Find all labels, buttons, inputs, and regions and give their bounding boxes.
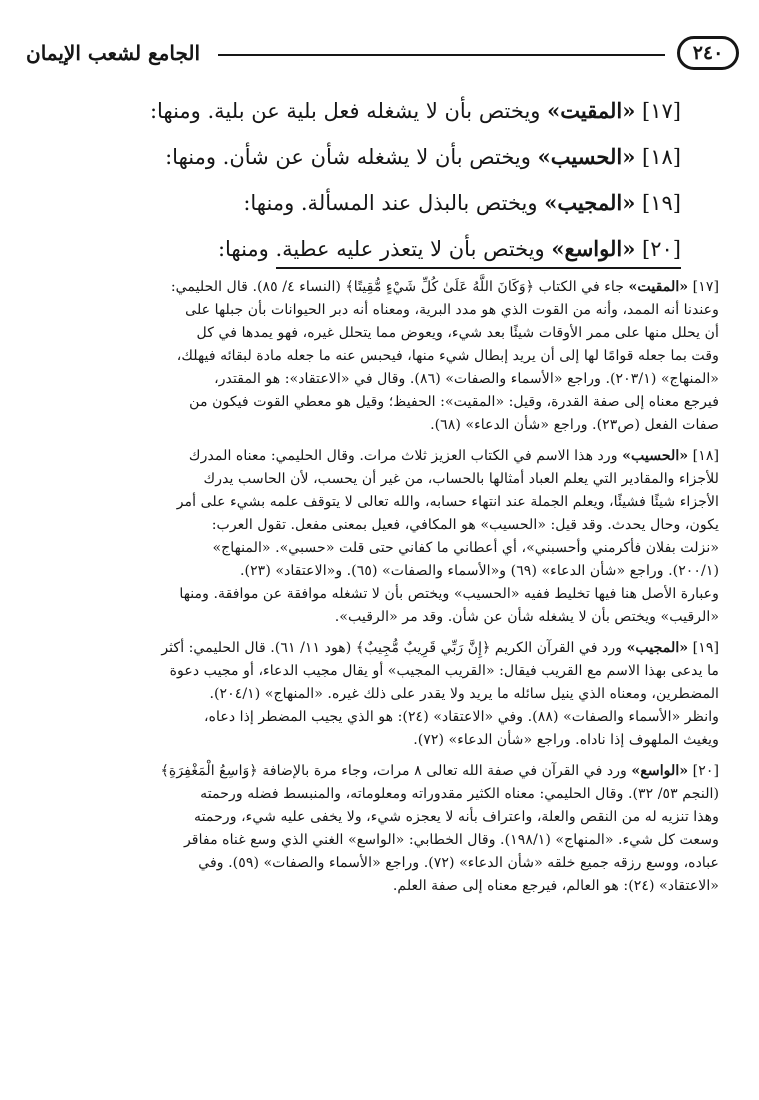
- entry-name: «الحسيب»: [537, 144, 636, 169]
- entry-text: ويختص بأن لا يشغله فعل بلية عن بلية. ومنها:: [149, 99, 541, 123]
- footnote-line: ورد في القرآن الكريم ﴿إِنَّ رَبِّي قَرِيبٌ مُّجِيبٌ﴾ (هود ١١/ ٦١). قال الحليمي: أكثر: [161, 640, 623, 656]
- entry-18: [40, 134, 681, 180]
- footnote-name: «الحسيب»: [622, 448, 689, 464]
- footnote-line: وانظر «الأسماء والصفات» (٨٨). وفي «الاعتقاد» (٢٤): هو الذي يجيب المضطر إذا دعاه،: [204, 709, 719, 725]
- entry-number: [١٨]: [642, 145, 681, 169]
- footnote-line: ويغيث الملهوف إذا ناداه. وراجع «شأن الدعاء» (٧٢).: [413, 732, 719, 748]
- footnote-line: عباده، ووسع رزقه جميع خلقه «شأن الدعاء» (٧٢). وراجع «الأسماء والصفات» (٥٩). وفي: [198, 855, 719, 871]
- footnote-number: [١٨]: [692, 448, 719, 464]
- footnote-line: «المنهاج» (٢٠٣/١). وراجع «الأسماء والصفات» (٨٦). وقال في «الاعتقاد»: هو المقتدر،: [214, 371, 719, 387]
- entry-name: «الواسع»: [551, 236, 636, 261]
- footnote-line: وعبارة الأصل هنا فيها تخليط ففيه «الحسيب» ويختص بأن لا تشغله موافقة عن موافقة. ومنها: [179, 586, 719, 602]
- footnote-name: «المجيب»: [626, 640, 689, 656]
- book-title: الجامع لشعب الإيمان: [26, 41, 201, 65]
- footnote-number: [١٩]: [692, 640, 719, 656]
- footnote-line: «الرقيب» ويختص بأن لا يشغله شأن عن شأن. وقد مر «الرقيب».: [334, 609, 719, 625]
- footnote-line: وقت بما جعله قوامًا لها إلى أن يريد إبطال شيء منها، فيحبس عنه ما جعله مادة لبقائه فيهلك،: [176, 348, 719, 364]
- entry-19: [40, 180, 681, 226]
- footnote-line: جاء في الكتاب ﴿وَكَانَ اللَّهُ عَلَىٰ كُلِّ شَيْءٍ مُّقِيتًا﴾ (النساء ٤/ ٨٥). قال الحليمي:: [170, 279, 625, 295]
- footnote-line: «نزلت بفلان فأكرمني وأحسبني»، أي أعطاني ما كفاني حتى قلت «حسبي». «المنهاج»: [212, 540, 719, 556]
- footnote-line: (٢٠٠/١). وراجع «شأن الدعاء» (٦٩) و«الأسماء والصفات» (٦٥). و«الاعتقاد» (٢٣).: [240, 563, 719, 579]
- footnote-separator: [276, 267, 681, 269]
- main-text: [40, 88, 681, 272]
- entry-number: [١٧]: [642, 99, 681, 123]
- footnote-line: للأجزاء والمقادير التي يعلم العباد أمثالها بالحساب، من غير أن يحسب، لأن الحاسب يدرك: [203, 471, 719, 487]
- footnote-line: الأجزاء شيئًا فشيئًا، ويعلم الجملة عند انتهاء حسابه، والله تعالى لا يتوقف علمه بشيء على أمر: [176, 494, 719, 510]
- entry-text: ويختص بأن لا يتعذر عليه عطية. ومنها:: [217, 237, 545, 261]
- footnote-17: [28, 276, 719, 437]
- footnote-line: وهذا تنزيه له من النقص والعلة، واعتراف بأنه لا يعجزه شيء، ولا يخفى عليه شيء، ورحمته: [194, 809, 719, 825]
- footnote-line: يكون، وحال يحدث. وقد قيل: «الحسيب» هو المكافي، فعيل بمعنى مفعل. تقول العرب:: [211, 517, 719, 533]
- running-header: [26, 22, 739, 80]
- entry-text: ويختص بأن لا يشغله شأن عن شأن. ومنها:: [165, 145, 531, 169]
- footnote-18: [28, 445, 719, 629]
- footnote-number: [١٧]: [692, 279, 719, 295]
- footnote-number: [٢٠]: [692, 763, 719, 779]
- footnote-line: ورد في القرآن في صفة الله تعالى ٨ مرات، وجاء مرة بالإضافة ﴿وَاسِعُ الْمَغْفِرَةِ﴾: [160, 763, 627, 779]
- footnote-line: «الاعتقاد» (٢٤): هو العالم، فيرجع معناه إلى صفة العلم.: [392, 878, 719, 894]
- footnote-line: أن يحلل منها على ممر الأوقات شيئًا بعد شيء، ويعوض مما يتحلل غيره، فهو يمدها في كل: [196, 325, 719, 341]
- footnote-name: «الواسع»: [631, 763, 689, 779]
- footnote-line: صفات الفعل (ص٢٣). وراجع «شأن الدعاء» (٦٨).: [430, 417, 719, 433]
- footnote-line: ورد هذا الاسم في الكتاب العزيز ثلاث مرات. وقال الحليمي: معناه المدرك: [188, 448, 618, 464]
- footnotes: [28, 276, 719, 906]
- footnote-line: ما يدعى بهذا الاسم مع القريب فيقال: «القريب المجيب» أو يقال مجيب الدعاء، أو مجيب دعوة: [169, 663, 719, 679]
- entry-name: «المجيب»: [544, 190, 636, 215]
- page-number: ٢٤٠: [677, 36, 739, 70]
- footnote-name: «المقيت»: [628, 279, 689, 295]
- header-rule: [218, 54, 665, 56]
- footnote-line: وسعت كل شيء. «المنهاج» (١٩٨/١). وقال الخطابي: «الواسع» الغني الذي وسع غناه مفاقر: [183, 832, 719, 848]
- footnote-line: المضطرين، ومعناه الذي ينيل سائله ما يريد ولا يقدر على ذلك غيره. «المنهاج» (٢٠٤/١).: [209, 686, 719, 702]
- entry-20: [40, 226, 681, 272]
- footnote-line: (النجم ٥٣/ ٣٢). وقال الحليمي: معناه الكثير مقدوراته ومعلوماته، والمنبسط فضله ورحمته: [200, 786, 719, 802]
- footnote-line: وعندنا أنه الممد، وأنه من القوت الذي هو مدد البرية، ومعناه أنه دبر الحيوانات بأن جبلها على: [185, 302, 719, 318]
- footnote-19: [28, 637, 719, 752]
- entry-17: [40, 88, 681, 134]
- footnote-20: [28, 760, 719, 898]
- entry-number: [١٩]: [642, 191, 681, 215]
- footnote-line: فيرجع معناه إلى صفة القدرة، وقيل: «المقيت»: الحفيظ؛ وقيل هو معطي القوت فيكون من: [189, 394, 719, 410]
- entry-number: [٢٠]: [642, 237, 681, 261]
- entry-text: ويختص بالبذل عند المسألة. ومنها:: [243, 191, 538, 215]
- entry-name: «المقيت»: [547, 98, 636, 123]
